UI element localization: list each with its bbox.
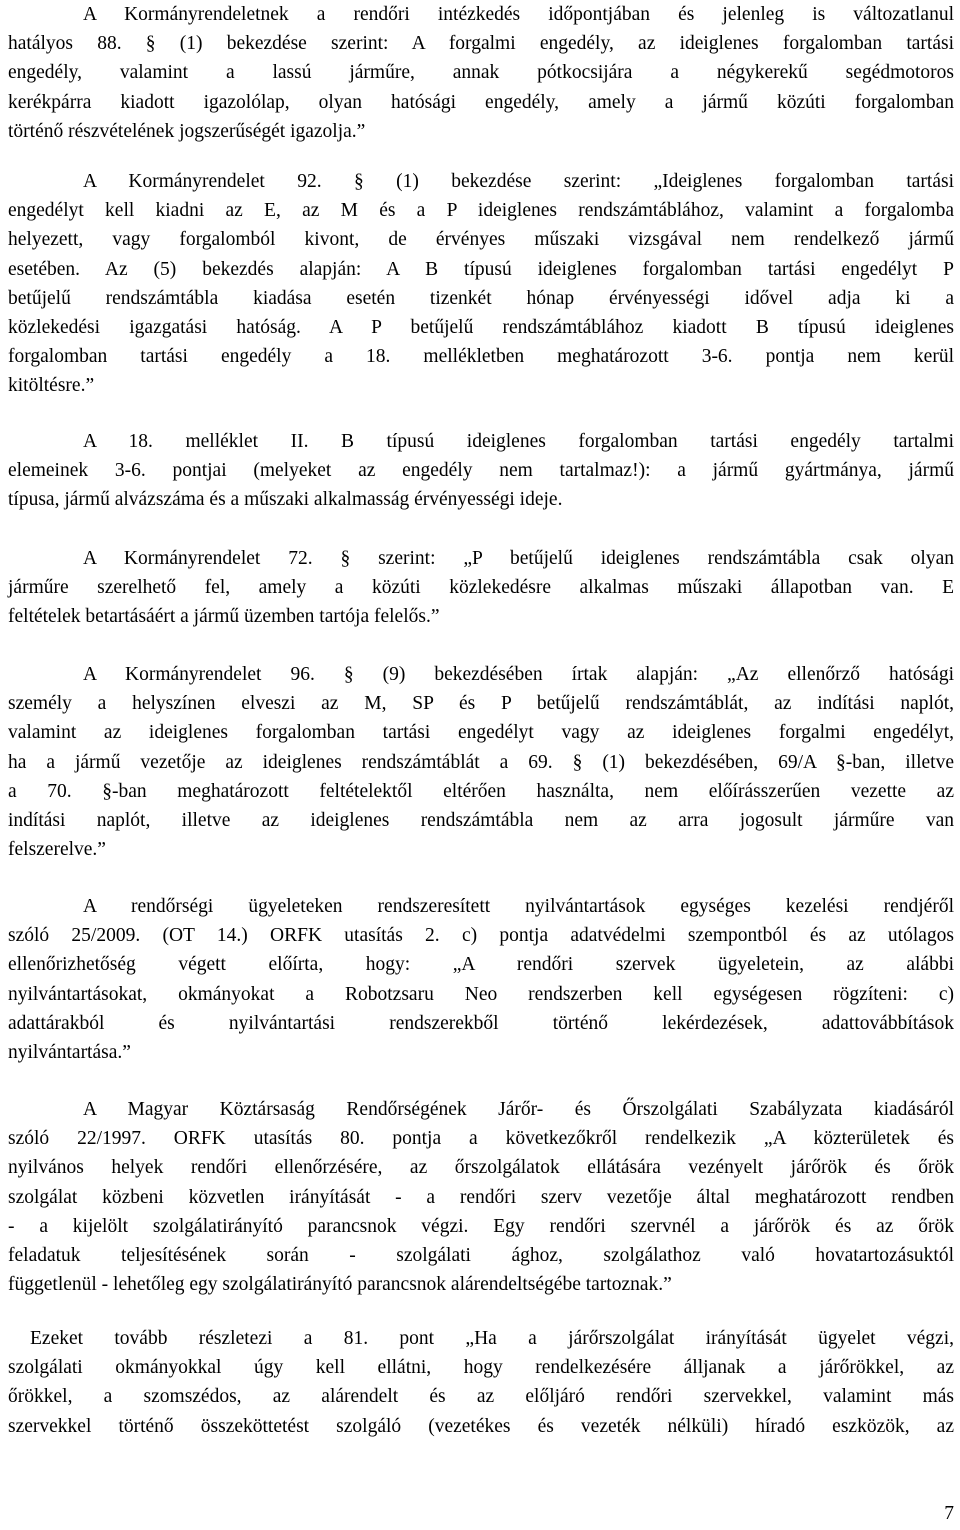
text-line: kerékpárra kiadott igazolólap, olyan hatósági engedély, amely a jármű közúti forgalomban xyxy=(8,91,954,113)
paragraph xyxy=(8,427,954,515)
text-line: helyezett, vagy forgalomból kivont, de érvényes műszaki vizsgával nem rendelkező jármű xyxy=(8,229,954,251)
text-line: indítási naplót, illetve az ideiglenes rendszámtábla nem az arra jogosult járműre van xyxy=(8,809,954,831)
text-line: feladatuk teljesítésének során - szolgálati ághoz, szolgálathoz való hovatartozásuktól xyxy=(8,1244,954,1266)
text-line: a 70. §-ban meghatározott feltételektől eltérően használta, nem előírásszerűen vezette az xyxy=(8,780,954,802)
text-line: A Kormányrendeletnek a rendőri intézkedés időpontjában és jelenleg is változatlanul xyxy=(83,4,954,25)
paragraph xyxy=(8,544,954,632)
text-line: szervekkel történő összeköttetést szolgáló (vezetékes és vezeték nélküli) híradó eszközök, az xyxy=(8,1415,954,1437)
text-line: járműre szerelhető fel, amely a közúti közlekedésre alkalmas műszaki állapotban van. E xyxy=(8,577,954,599)
text-line: A 18. melléklet II. B típusú ideiglenes forgalomban tartási engedély tartalmi xyxy=(83,431,954,452)
text-line: függetlenül - lehetőleg egy szolgálatirányító parancsnok alárendeltségébe tartoznak.” xyxy=(8,1274,672,1296)
text-line: A rendőrségi ügyeleteken rendszeresített nyilvántartások egységes kezelési rendjéről xyxy=(83,896,954,917)
text-line: szolgálati okmányokkal úgy kell ellátni, hogy rendelkezésére álljanak a járőrökkel, az xyxy=(8,1357,954,1379)
text-line: betűjelű rendszámtábla kiadása esetén tizenkét hónap érvényességi idővel adja ki a xyxy=(8,287,954,309)
text-line: A Kormányrendelet 92. § (1) bekezdése szerint: „Ideiglenes forgalomban tartási xyxy=(83,171,954,192)
text-line: felszerelve.” xyxy=(8,839,106,861)
paragraph xyxy=(8,1095,954,1299)
text-line: őrökkel, a szomszédos, az alárendelt és az előljáró rendőri szervekkel, valamint más xyxy=(8,1386,954,1408)
text-line: adattárakból és nyilvántartási rendszerekből történő lekérdezések, adattovábbítások xyxy=(8,1012,954,1034)
paragraph xyxy=(8,167,954,401)
text-line: közlekedési igazgatási hatóság. A P betűjelű rendszámtáblához kiadott B típusú ideiglenes xyxy=(8,316,954,338)
text-line: Ezeket tovább részletezi a 81. pont „Ha a járőrszolgálat irányítását ügyelet végzi, xyxy=(30,1328,954,1349)
text-line: ellenőrizhetőség végett előírta, hogy: „A rendőri szervek ügyeletein, az alábbi xyxy=(8,954,954,976)
page-number: 7 xyxy=(944,1503,954,1524)
text-line: hatályos 88. § (1) bekezdése szerint: A forgalmi engedély, az ideiglenes forgalomban tartási xyxy=(8,33,954,55)
text-line: kitöltésre.” xyxy=(8,375,95,397)
text-line: történő részvételének jogszerűségét igazolja.” xyxy=(8,120,366,142)
text-line: nyilvántartásokat, okmányokat a Robotzsaru Neo rendszerben kell egységesen rögzíteni: c) xyxy=(8,983,954,1005)
text-line: engedély, valamint a lassú járműre, annak pótkocsijára a négykerekű segédmotoros xyxy=(8,62,954,84)
text-line: - a kijelölt szolgálatirányító parancsnok végzi. Egy rendőri szervnél a járőrök és az őrök xyxy=(8,1215,954,1237)
text-line: elemeinek 3-6. pontjai (melyeket az engedély nem tartalmaz!): a jármű gyártmánya, jármű xyxy=(8,460,954,482)
paragraph xyxy=(8,660,954,864)
text-line: feltételek betartásáért a jármű üzemben tartója felelős.” xyxy=(8,606,440,628)
paragraph xyxy=(8,1324,954,1441)
paragraph xyxy=(8,0,954,146)
text-line: ha a jármű vezetője az ideiglenes rendszámtáblát a 69. § (1) bekezdésében, 69/A §-ban, illetve xyxy=(8,751,954,773)
text-line: szóló 25/2009. (OT 14.) ORFK utasítás 2. c) pontja adatvédelmi szempontból és az utólagos xyxy=(8,925,954,947)
text-line: nyilvános helyek rendőri ellenőrzésére, az őrszolgálatok ellátására vezényelt járőrök és őrök xyxy=(8,1157,954,1179)
text-line: nyilvántartása.” xyxy=(8,1041,131,1063)
text-line: A Kormányrendelet 72. § szerint: „P betűjelű ideiglenes rendszámtábla csak olyan xyxy=(83,548,954,569)
text-line: szóló 22/1997. ORFK utasítás 80. pontja a következőkről rendelkezik „A közterületek és xyxy=(8,1128,954,1150)
paragraph xyxy=(8,892,954,1067)
text-line: szolgálat közbeni közvetlen irányítását - a rendőri szerv vezetője által meghatározott rendben xyxy=(8,1186,954,1208)
text-line: A Magyar Köztársaság Rendőrségének Járőr- és Őrszolgálati Szabályzata kiadásáról xyxy=(83,1099,954,1120)
text-line: engedélyt kell kiadni az E, az M és a P ideiglenes rendszámtáblához, valamint a forgalomba xyxy=(8,200,954,222)
text-line: forgalomban tartási engedély a 18. mellékletben meghatározott 3-6. pontja nem kerül xyxy=(8,346,954,368)
text-line: személy a helyszínen elveszi az M, SP és P betűjelű rendszámtáblát, az indítási naplót, xyxy=(8,693,954,715)
text-line: típusa, jármű alvázszáma és a műszaki alkalmasság érvényességi ideje. xyxy=(8,489,563,511)
text-line: valamint az ideiglenes forgalomban tartási engedélyt vagy az ideiglenes forgalmi engedélyt, xyxy=(8,722,954,744)
text-line: esetében. Az (5) bekezdés alapján: A B típusú ideiglenes forgalomban tartási engedélyt P xyxy=(8,258,954,280)
text-line: A Kormányrendelet 96. § (9) bekezdésében írtak alapján: „Az ellenőrző hatósági xyxy=(83,664,954,685)
